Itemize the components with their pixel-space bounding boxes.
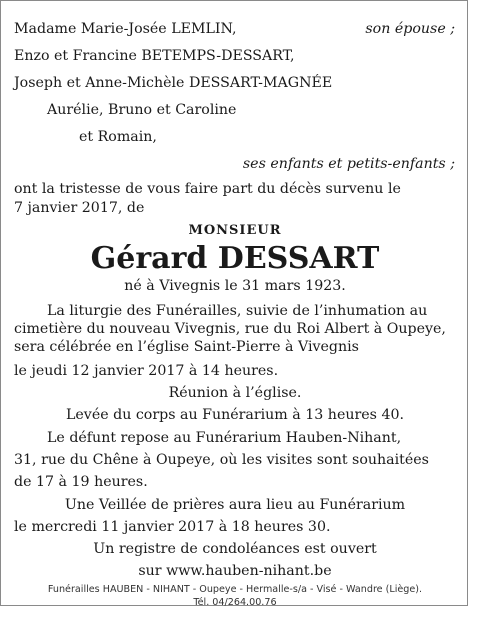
family-line-2: Enzo et Francine BETEMPS-DESSART, bbox=[14, 48, 295, 64]
funeral-home-footer: Funérailles HAUBEN - NIHANT - Oupeye - Hermalle-s/a - Visé - Wandre (Liège). bbox=[47, 584, 423, 595]
ceremony-line-2: cimetière du nouveau Vivegnis, rue du Roi Albert à Oupeye, bbox=[14, 321, 446, 337]
ceremony-line-13: sur www.hauben-nihant.be bbox=[138, 563, 332, 579]
ceremony-line-10: Une Veillée de prières aura lieu au Funérarium bbox=[64, 497, 406, 513]
ceremony-line-9: de 17 à 19 heures. bbox=[14, 474, 148, 490]
ceremony-line-3: sera célébrée en l’église Saint-Pierre à Vivegnis bbox=[14, 339, 359, 355]
family-line-3: Joseph et Anne-Michèle DESSART-MAGNÉE bbox=[14, 75, 333, 91]
ceremony-line-1: La liturgie des Funérailles, suivie de l’inhumation au bbox=[47, 303, 428, 319]
deceased-name: Gérard DESSART bbox=[90, 241, 380, 276]
deceased-title: MONSIEUR bbox=[188, 223, 282, 238]
birth-line: né à Vivegnis le 31 mars 1923. bbox=[124, 278, 346, 294]
family-line-5: et Romain, bbox=[79, 129, 157, 145]
ceremony-line-7: Le défunt repose au Funérarium Hauben-Nihant, bbox=[47, 430, 402, 446]
spouse-name: Madame Marie-Josée LEMLIN, bbox=[14, 21, 237, 37]
ceremony-line-6: Levée du corps au Funérarium à 13 heures 40. bbox=[65, 407, 405, 423]
announcement-line-1: ont la tristesse de vous faire part du décès survenu le bbox=[14, 181, 401, 197]
children-role: ses enfants et petits-enfants ; bbox=[242, 156, 455, 172]
ceremony-line-4: le jeudi 12 janvier 2017 à 14 heures. bbox=[14, 363, 279, 379]
ceremony-line-5: Réunion à l’église. bbox=[168, 385, 302, 401]
ceremony-line-12: Un registre de condoléances est ouvert bbox=[93, 541, 377, 557]
funeral-home-phone: Tél. 04/264.00.76 bbox=[193, 597, 277, 608]
announcement-line-2: 7 janvier 2017, de bbox=[14, 200, 145, 216]
family-line-4: Aurélie, Bruno et Caroline bbox=[47, 102, 237, 118]
ceremony-line-8: 31, rue du Chêne à Oupeye, où les visites sont souhaitées bbox=[14, 452, 429, 468]
spouse-role: son épouse ; bbox=[365, 21, 455, 37]
ceremony-line-11: le mercredi 11 janvier 2017 à 18 heures 30. bbox=[14, 519, 331, 535]
